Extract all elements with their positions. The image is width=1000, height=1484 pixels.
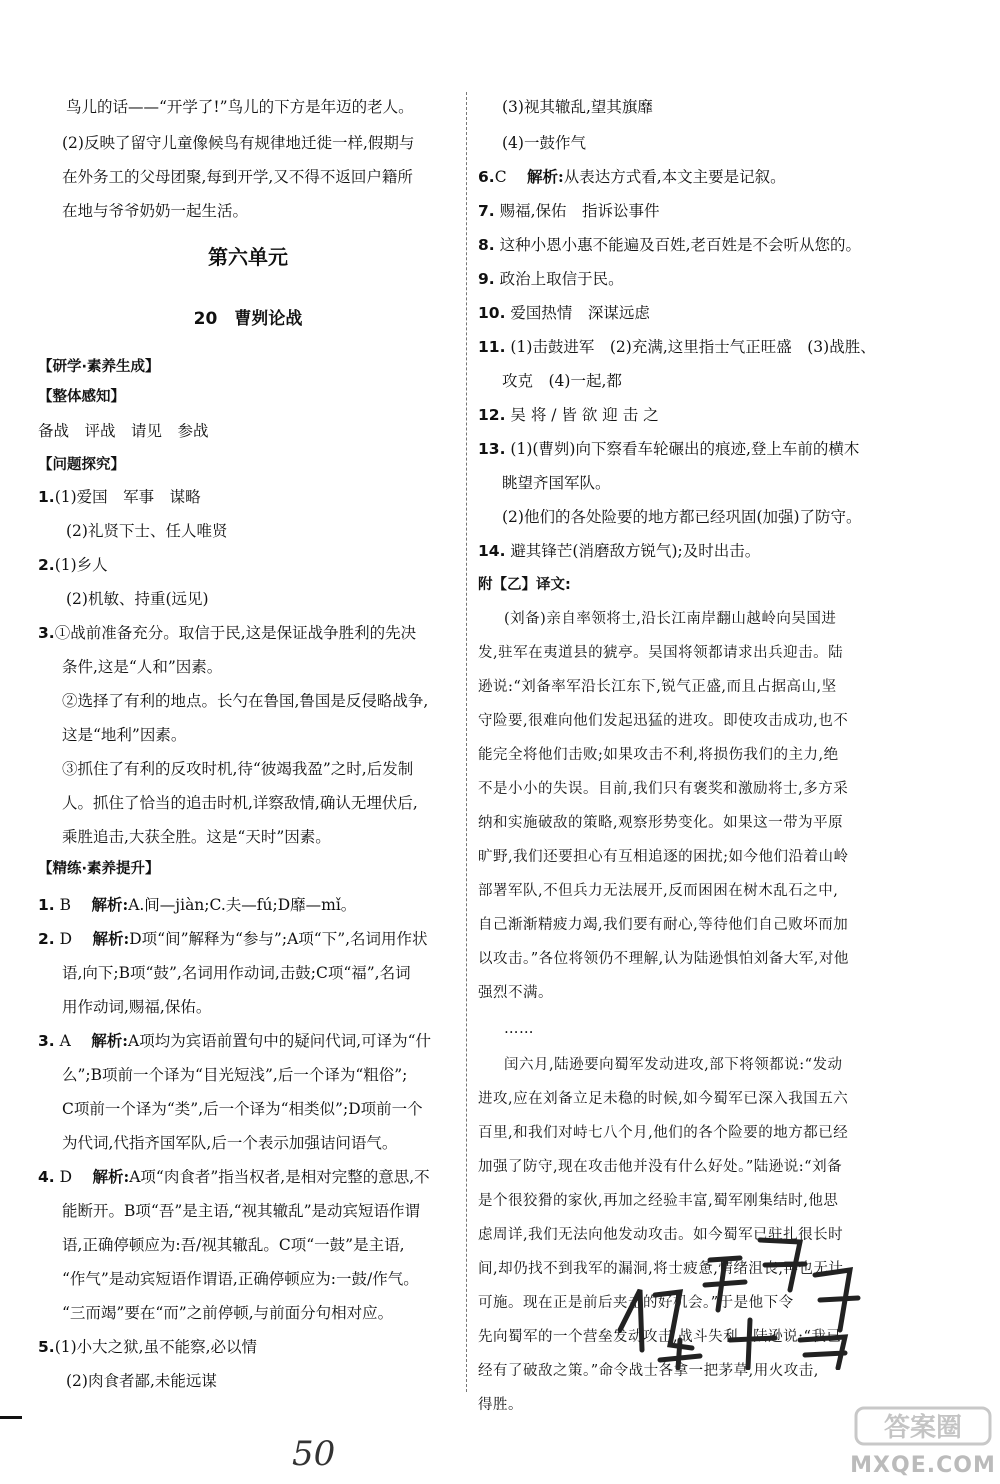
translation-line: 纳和实施破敌的策略,观察形势变化。如果这一带为平原 xyxy=(478,815,844,831)
translation-line: 间,却仍找不到我军的漏洞,将士疲惫,情绪沮丧,再也无计 xyxy=(478,1261,844,1277)
lesson-title: 20 曹刿论战 xyxy=(193,309,303,329)
watermark-url: MXQE.COM xyxy=(850,1453,996,1478)
practice-5-b: (2)肉食者鄙,未能远谋 xyxy=(66,1372,217,1390)
question-2: 2.(1)乡人 xyxy=(38,556,108,574)
answer-8: 8. 这种小恩小惠不能遍及百姓,老百姓是不会听从您的。 xyxy=(478,236,862,254)
translation-line: 能完全将他们击败;如果攻击不利,将损伤我们的主力,绝 xyxy=(478,747,839,763)
translation-line: 是个很狡猾的家伙,再加之经验丰富,蜀军刚集结时,他思 xyxy=(478,1193,839,1209)
practice-2: 2. D 解析:D项“间”解释为“参与”;A项“下”,名词用作状 xyxy=(38,929,428,948)
text-line: 为代词,代指齐国军队,后一个表示加强诘问语气。 xyxy=(62,1134,398,1152)
translation-line: (刘备)亲自率领将士,沿长江南岸翻山越岭向吴国进 xyxy=(504,611,837,627)
answer-5d: (4)一鼓作气 xyxy=(502,134,586,152)
text-line: (2)反映了留守儿童像候鸟有规律地迁徙一样,假期与 xyxy=(62,134,415,152)
translation-line: 闰六月,陆逊要向蜀军发动进攻,部下将领都说:“发动 xyxy=(504,1057,843,1073)
text-line: ③抓住了有利的反攻时机,待“彼竭我盈”之时,后发制 xyxy=(62,760,414,778)
answer-11: 11. (1)击鼓进军 (2)充满,这里指士气正旺盛 (3)战胜、 xyxy=(478,338,876,356)
text-line: 能断开。B项“吾”是主语,“视其辙乱”是动宾短语作谓 xyxy=(62,1202,421,1220)
practice-5: 5.(1)小大之狱,虽不能察,必以情 xyxy=(38,1338,257,1356)
question-1: 1.(1)爱国 军事 谋略 xyxy=(38,488,201,506)
ellipsis: …… xyxy=(504,1021,534,1037)
text-line: 在地与爷爷奶奶一起生活。 xyxy=(62,202,249,220)
answer-11-cont: 攻克 (4)一起,都 xyxy=(502,372,622,390)
translation-line: 百里,和我们对峙七八个月,他们的各个险要的地方都已经 xyxy=(478,1125,849,1141)
handwritten-page-number: 50 xyxy=(292,1434,336,1474)
translation-line: 经有了破敌之策。”命令战士各拿一把茅草,用火攻击, xyxy=(478,1363,819,1379)
translation-line: 部署军队,不但兵力无法展开,反而困困在树木乱石之中, xyxy=(478,883,839,899)
translation-line: 旷野,我们还要担心有互相追逐的困扰;如今他们沿着山岭 xyxy=(478,849,849,865)
answer-6: 6.C 解析:从表达方式看,本文主要是记叙。 xyxy=(478,167,786,186)
question-1-b: (2)礼贤下士、任人唯贤 xyxy=(66,522,228,540)
column-divider xyxy=(466,92,467,1392)
text-line: 人。抓住了恰当的追击时机,详察敌情,确认无埋伏后, xyxy=(62,794,418,812)
section-heading: 【整体感知】 xyxy=(38,389,125,405)
translation-line: 可施。现在正是前后夹击的好机会。”于是他下令 xyxy=(478,1295,794,1311)
text-line: 么”;B项前一个译为“目光短浅”,后一个译为“粗俗”; xyxy=(62,1066,408,1084)
answer-5c: (3)视其辙乱,望其旗靡 xyxy=(502,98,653,116)
answer-9: 9. 政治上取信于民。 xyxy=(478,270,624,288)
text-line: 用作动词,赐福,保佑。 xyxy=(62,998,212,1016)
translation-line: 发,驻军在夷道县的猇亭。吴国将领都请求出兵迎击。陆 xyxy=(478,645,844,661)
translation-line: 得胜。 xyxy=(478,1397,523,1413)
text-line: 语,向下;B项“鼓”,名词用作动词,击鼓;C项“福”,名词 xyxy=(62,964,411,982)
answer-13-b: (2)他们的各处险要的地方都已经巩固(加强)了防守。 xyxy=(502,508,862,526)
practice-3: 3. A 解析:A项均为宾语前置句中的疑问代词,可译为“什 xyxy=(38,1031,432,1050)
text-line: 鸟儿的话——“开学了!”鸟儿的下方是年迈的老人。 xyxy=(66,98,414,116)
text-line: “作气”是动宾短语作谓语,正确停顿应为:一鼓/作气。 xyxy=(62,1270,419,1288)
text-line: “三而竭”要在“而”之前停顿,与前面分句相对应。 xyxy=(62,1304,394,1322)
text-line: 乘胜追击,大获全胜。这是“天时”因素。 xyxy=(62,828,331,846)
translation-line: 先向蜀军的一个营垒发动攻击,战斗失利。陆逊说:“我已 xyxy=(478,1329,842,1345)
translation-line: 守险要,很难向他们发起迅猛的进攻。即使攻击成功,也不 xyxy=(478,713,849,729)
question-2-b: (2)机敏、持重(远见) xyxy=(66,590,209,608)
handwritten-stamp xyxy=(600,1220,890,1370)
translation-line: 自己渐渐精疲力竭,我们要有耐心,等待他们自己败坏而加 xyxy=(478,917,849,933)
text-line: C项前一个译为“类”,后一个译为“相类似”;D项前一个 xyxy=(62,1100,423,1118)
translation-line: 逊说:“刘备率军沿长江东下,锐气正盛,而且占据高山,坚 xyxy=(478,679,837,695)
translation-line: 以攻击。”各位将领仍不理解,认为陆逊惧怕刘备大军,对他 xyxy=(478,951,849,967)
translation-line: 强烈不满。 xyxy=(478,985,553,1001)
text-line: 语,正确停顿应为:吾/视其辙乱。C项“一鼓”是主语, xyxy=(62,1236,405,1254)
question-3: 3.①战前准备充分。取信于民,这是保证战争胜利的先决 xyxy=(38,624,417,642)
practice-1: 1. B 解析:A.间—jiàn;C.夫—fú;D靡—mǐ。 xyxy=(38,895,357,914)
text-line: ②选择了有利的地点。长勺在鲁国,鲁国是反侵略战争, xyxy=(62,692,429,710)
translation-line: 进攻,应在刘备立足未稳的时候,如今蜀军已深入我国五六 xyxy=(478,1091,849,1107)
translation-line: 加强了防守,现在攻击他并没有什么好处。”陆逊说:“刘备 xyxy=(478,1159,843,1175)
answer-10: 10. 爱国热情 深谋远虑 xyxy=(478,304,650,322)
edge-mark xyxy=(0,1416,22,1419)
answer-7: 7. 赐福,保佑 指诉讼事件 xyxy=(478,202,660,220)
text-line: 这是“地利”因素。 xyxy=(62,726,187,744)
appendix-title: 附【乙】译文: xyxy=(478,577,571,593)
section-heading: 【问题探究】 xyxy=(38,457,125,473)
practice-4: 4. D 解析:A项“肉食者”指当权者,是相对完整的意思,不 xyxy=(38,1167,430,1186)
watermark xyxy=(848,1404,998,1482)
text-line: 在外务工的父母团聚,每到开学,又不得不返回户籍所 xyxy=(62,168,413,186)
overall-answer: 备战 评战 请见 参战 xyxy=(38,422,209,440)
answer-13: 13. (1)(曹刿)向下察看车轮碾出的痕迹,登上车前的横木 xyxy=(478,440,860,458)
answer-14: 14. 避其锋芒(消磨敌方锐气);及时出击。 xyxy=(478,542,761,560)
section-heading: 【精练·素养提升】 xyxy=(38,861,160,877)
text-line: 条件,这是“人和”因素。 xyxy=(62,658,223,676)
translation-line: 虑周详,我们无法向他发动攻击。如今蜀军已驻扎很长时 xyxy=(478,1227,844,1243)
watermark-logo-icon xyxy=(854,1404,992,1448)
answer-13-cont: 眺望齐国军队。 xyxy=(502,474,611,492)
section-heading: 【研学·素养生成】 xyxy=(38,359,160,375)
watermark-logo-text: 答案圈 xyxy=(883,1413,963,1443)
translation-line: 不是小小的失误。目前,我们只有褒奖和激励将士,多方采 xyxy=(478,781,849,797)
answer-12: 12. 吴 将 / 皆 欲 迎 击 之 xyxy=(478,406,659,424)
unit-title: 第六单元 xyxy=(208,245,288,269)
